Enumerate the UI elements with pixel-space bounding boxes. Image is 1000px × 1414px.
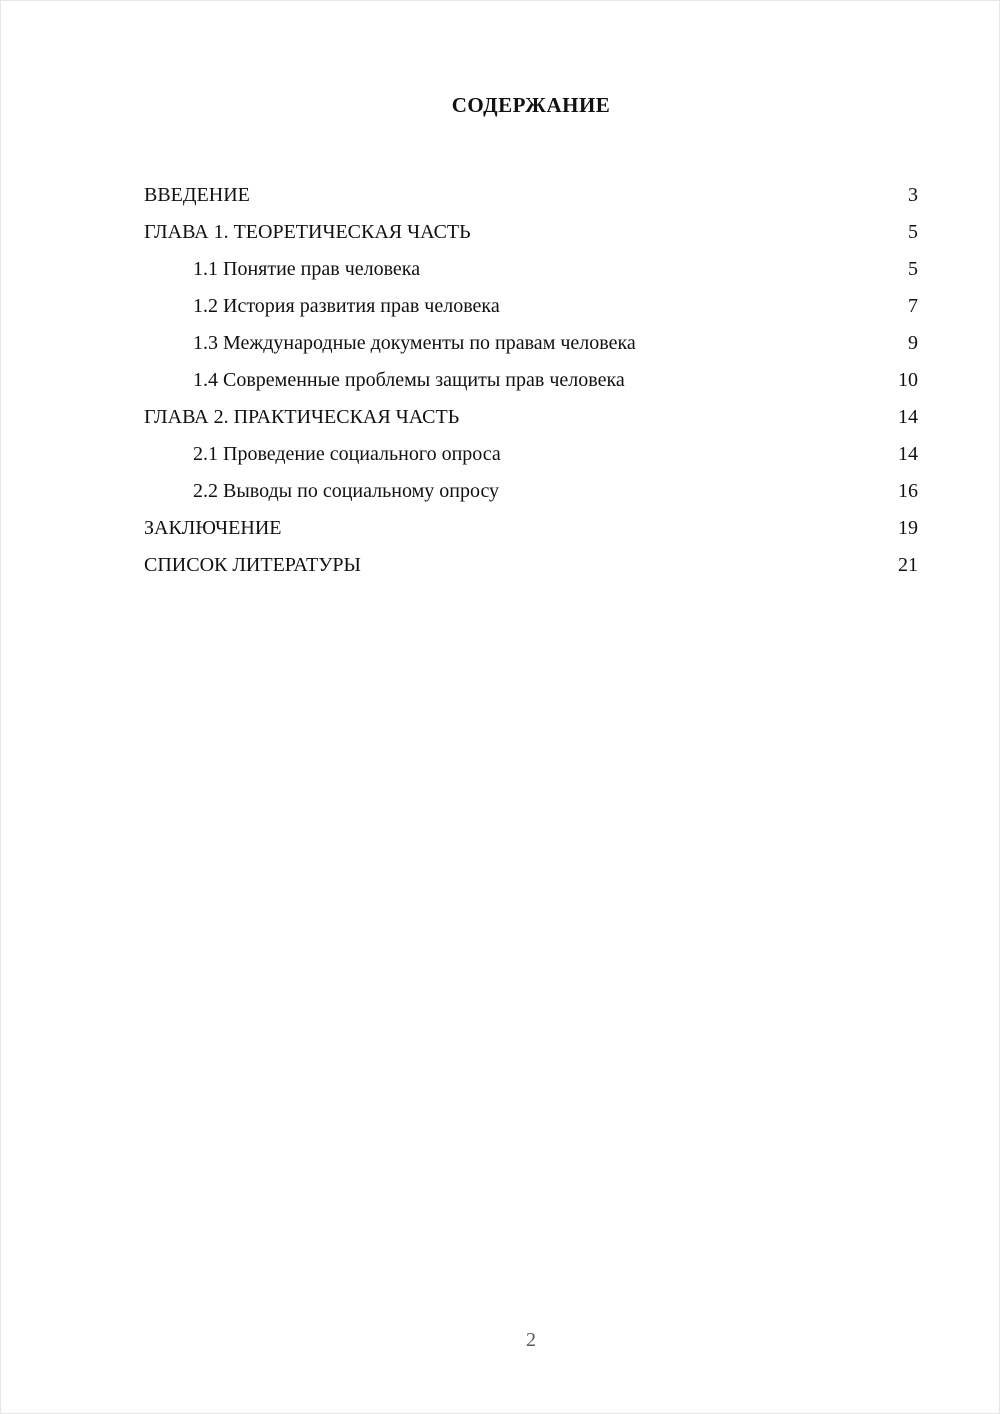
table-of-contents xyxy=(144,177,918,584)
toc-row xyxy=(144,510,918,547)
toc-entry-label: 1.4 Современные проблемы защиты прав человека xyxy=(193,369,625,391)
toc-entry-label: ЗАКЛЮЧЕНИЕ xyxy=(144,517,282,539)
toc-entry-page-number: 16 xyxy=(898,480,918,502)
toc-row xyxy=(144,436,918,473)
toc-row xyxy=(144,362,918,399)
toc-entry-page-number: 14 xyxy=(898,406,918,428)
toc-entry-label: ГЛАВА 2. ПРАКТИЧЕСКАЯ ЧАСТЬ xyxy=(144,406,460,428)
toc-row xyxy=(144,325,918,362)
toc-entry-label: 2.2 Выводы по социальному опросу xyxy=(193,480,500,502)
toc-row xyxy=(144,251,918,288)
toc-entry-label: 2.1 Проведение социального опроса xyxy=(193,443,501,465)
toc-row xyxy=(144,547,918,584)
toc-entry-page-number: 19 xyxy=(898,517,918,539)
toc-entry-label: 1.1 Понятие прав человека xyxy=(193,258,421,280)
toc-row xyxy=(144,214,918,251)
toc-entry-page-number: 7 xyxy=(908,295,918,317)
page-number: 2 xyxy=(526,1329,536,1351)
toc-row xyxy=(144,177,918,214)
page-title: СОДЕРЖАНИЕ xyxy=(451,93,611,117)
toc-entry-page-number: 3 xyxy=(908,184,918,206)
toc-entry-label: СПИСОК ЛИТЕРАТУРЫ xyxy=(144,554,361,576)
toc-row xyxy=(144,399,918,436)
toc-entry-page-number: 21 xyxy=(898,554,918,576)
toc-entry-page-number: 5 xyxy=(908,258,918,280)
toc-entry-label: 1.3 Международные документы по правам человека xyxy=(193,332,636,354)
toc-row xyxy=(144,473,918,510)
toc-entry-page-number: 10 xyxy=(898,369,918,391)
toc-entry-page-number: 5 xyxy=(908,221,918,243)
page-content xyxy=(144,89,918,584)
toc-entry-label: 1.2 История развития прав человека xyxy=(193,295,500,317)
toc-entry-label: ГЛАВА 1. ТЕОРЕТИЧЕСКАЯ ЧАСТЬ xyxy=(144,221,471,243)
toc-entry-page-number: 14 xyxy=(898,443,918,465)
toc-entry-label: ВВЕДЕНИЕ xyxy=(144,184,250,206)
toc-entry-page-number: 9 xyxy=(908,332,918,354)
toc-row xyxy=(144,288,918,325)
